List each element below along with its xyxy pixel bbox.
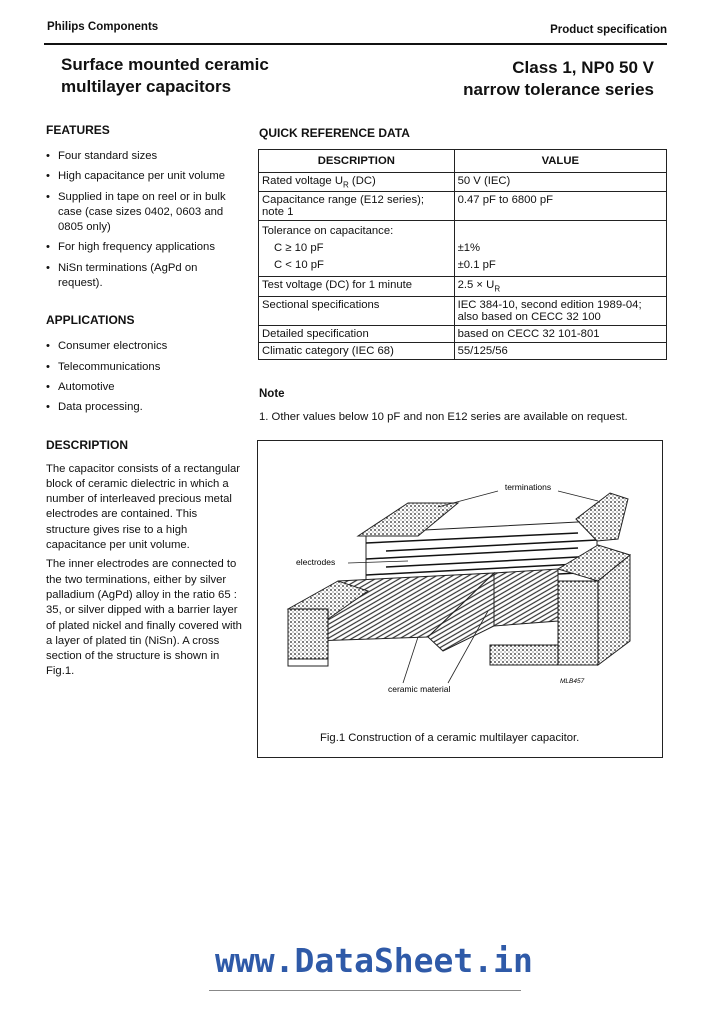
table-row: [259, 342, 667, 359]
column-header: VALUE: [454, 150, 666, 173]
table-row: [259, 277, 667, 296]
table-cell: based on CECC 32 101-801: [454, 325, 666, 342]
applications-list: [46, 339, 244, 415]
table-cell: Sectional specifications: [259, 296, 455, 325]
watermark: www.DataSheet.in: [215, 941, 533, 980]
label-terminations: terminations: [504, 482, 552, 492]
termination-right-front: [558, 581, 598, 665]
quick-reference-table: [258, 149, 667, 360]
quick-reference-heading: QUICK REFERENCE DATA: [259, 126, 410, 140]
list-item: • High capacitance per unit volume: [46, 169, 244, 184]
list-item: • For high frequency applications: [46, 240, 244, 255]
doc-type: Product specification: [550, 24, 667, 36]
table-row: [259, 325, 667, 342]
list-item: • Telecommunications: [46, 360, 244, 375]
table-cell: Detailed specification: [259, 325, 455, 342]
note-heading: Note: [259, 388, 285, 400]
features-list: [46, 149, 244, 291]
note-text: 1. Other values below 10 pF and non E12 series are available on request.: [259, 411, 628, 423]
figure-caption: Fig.1 Construction of a ceramic multilayer capacitor.: [320, 732, 580, 744]
description-text: [46, 462, 242, 680]
features-heading: FEATURES: [46, 123, 110, 137]
left-column: [46, 123, 244, 684]
termination-left-front: [288, 609, 328, 659]
table-cell: Test voltage (DC) for 1 minute: [259, 277, 455, 296]
table-cell: Tolerance on capacitance: C ≥ 10 pF C < 10 pF: [259, 221, 455, 277]
applications-heading: APPLICATIONS: [46, 313, 135, 328]
list-item: • Four standard sizes: [46, 149, 244, 164]
footer-rule: [209, 990, 521, 991]
table-row: [259, 296, 667, 325]
title-left-line1: Surface mounted ceramic: [61, 55, 269, 74]
title-right-line2: narrow tolerance series: [463, 80, 654, 99]
table-cell: ±1% ±0.1 pF: [454, 221, 666, 277]
table-cell: 0.47 pF to 6800 pF: [454, 192, 666, 221]
table-row: [259, 192, 667, 221]
header-rule: [44, 43, 667, 45]
description-paragraph: The capacitor consists of a rectangular block of ceramic dielectric in which a number of interleaved precious metal electrodes are contained. This structure gives rise to a high capacitance per unit volume.: [46, 462, 241, 552]
figure-code: MLB457: [560, 678, 585, 685]
company-name: Philips Components: [47, 21, 159, 33]
list-item: • NiSn terminations (AgPd on request).: [46, 261, 244, 292]
table-header-row: [259, 150, 667, 173]
title-right: [463, 57, 654, 101]
table-row: [259, 221, 667, 277]
table-cell: Climatic category (IEC 68): [259, 342, 455, 359]
table-cell: Rated voltage $U_R$ (DC): [259, 173, 455, 192]
description-heading: DESCRIPTION: [46, 437, 129, 452]
label-electrodes: electrodes: [296, 557, 336, 567]
table-cell: $2.5 \times U_R$: [454, 277, 666, 296]
label-ceramic: ceramic material: [388, 684, 451, 694]
list-item: • Consumer electronics: [46, 339, 244, 354]
list-item: • Data processing.: [46, 400, 244, 415]
table-cell: 55/125/56: [454, 342, 666, 359]
description-paragraph: The inner electrodes are connected to the two terminations, either by silver palladium (AgPd) alloy in the ratio 65 : 35, or silver dipped with a barrier layer of plated nickel and finally covered with a layer of plated tin (NiSn). A cross section of the structure is shown in Fig.1.: [46, 558, 242, 678]
column-header: DESCRIPTION: [259, 150, 455, 173]
table-cell: Capacitance range (E12 series); note 1: [259, 192, 455, 221]
table-cell: 50 V (IEC): [454, 173, 666, 192]
title-left-line2: multilayer capacitors: [61, 77, 232, 96]
title-right-line1: Class 1, NP0 50 V: [512, 58, 654, 77]
table-row: [259, 173, 667, 192]
capacitor-diagram: [258, 441, 660, 731]
title-left: [61, 54, 269, 98]
table-cell: IEC 384-10, second edition 1989-04; also based on CECC 32 100: [454, 296, 666, 325]
list-item: • Supplied in tape on reel or in bulk case (case sizes 0402, 0603 and 0805 only): [46, 190, 244, 236]
list-item: • Automotive: [46, 380, 244, 395]
